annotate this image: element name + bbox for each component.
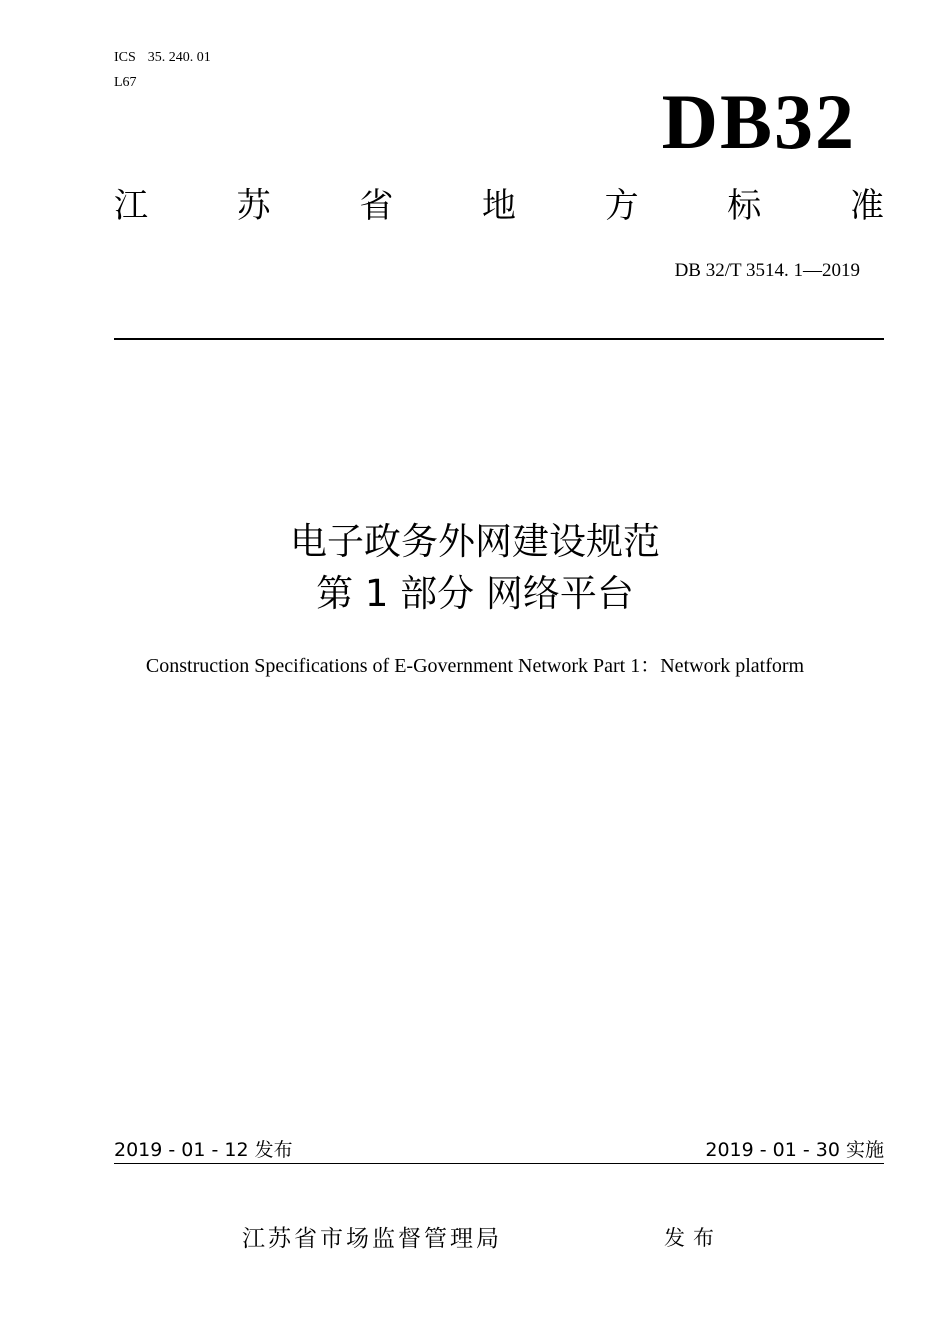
ccs-classification: L67 — [114, 75, 137, 90]
standard-type-char: 苏 — [236, 186, 271, 226]
ics-classification — [114, 50, 211, 66]
standard-type-char: 方 — [604, 186, 639, 226]
standard-type-char: 地 — [481, 186, 516, 226]
standard-type-char: 准 — [849, 186, 884, 226]
implementation-date: 2019 - 01 - 30 实施 — [705, 1139, 884, 1161]
publisher-name: 江苏省市场监督管理局 — [242, 1226, 502, 1252]
title-line-2: 第 1 部分 网络平台 — [316, 572, 634, 615]
chinese-title — [0, 516, 950, 620]
english-title: Construction Specifications of E-Government Network Part 1：Network platform — [145, 655, 805, 677]
standard-type-char: 江 — [114, 186, 148, 226]
ics-code: 35. 240. 01 — [147, 50, 211, 65]
publish-label: 发布 — [664, 1226, 722, 1250]
standard-type-char: 标 — [727, 186, 762, 226]
standard-type-char: 省 — [359, 186, 394, 226]
issue-date: 2019 - 01 - 12 发布 — [114, 1139, 293, 1161]
footer-divider — [114, 1163, 884, 1164]
title-line-1: 电子政务外网建设规范 — [290, 520, 660, 563]
standard-number: DB 32/T 3514. 1—2019 — [674, 260, 860, 281]
db32-logo: DB32 — [661, 78, 856, 165]
standard-type-heading — [114, 186, 884, 226]
ics-label: ICS — [114, 50, 136, 65]
header-divider — [114, 338, 884, 340]
